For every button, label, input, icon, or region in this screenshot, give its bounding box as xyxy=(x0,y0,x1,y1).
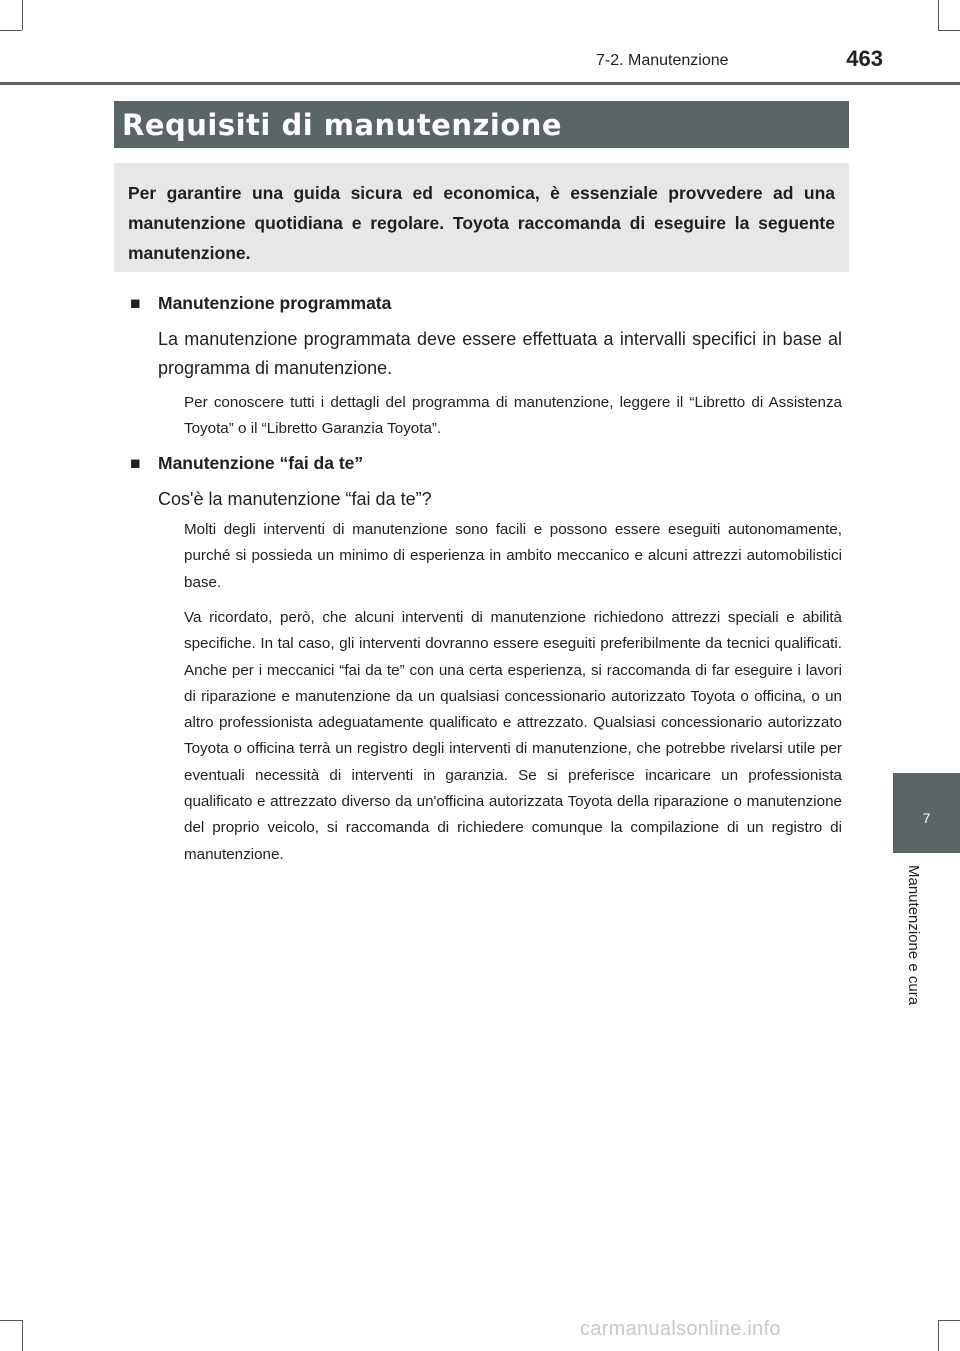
crop-mark xyxy=(938,30,960,31)
watermark: carmanualsonline.info xyxy=(580,1318,781,1340)
square-bullet-icon: ■ xyxy=(130,453,141,473)
section-heading xyxy=(130,453,363,474)
section-lead: Cos'è la manutenzione “fai da te”? xyxy=(158,489,432,509)
section-heading-text: Manutenzione “fai da te” xyxy=(158,453,364,473)
crop-mark xyxy=(0,30,22,31)
crop-mark xyxy=(0,1320,22,1321)
body-paragraph: Molti degli interventi di manutenzione sono facili e possono essere eseguiti autonomamente, purché si possieda un minimo di esperienza in ambito meccanico e alcuni attrezzi automobilistici base. xyxy=(184,521,842,591)
section-lead: La manutenzione programmata deve essere effettuata a intervalli specifici in base al programma di manutenzione. xyxy=(158,329,842,378)
page-number: 463 xyxy=(846,46,883,71)
chapter-tab xyxy=(893,773,960,853)
square-bullet-icon: ■ xyxy=(130,293,141,313)
section-heading xyxy=(130,293,391,314)
chapter-label-text: Manutenzione e cura xyxy=(905,865,922,1006)
crop-mark xyxy=(938,1320,939,1351)
chapter-number: 7 xyxy=(922,810,931,826)
body-paragraph: Per conoscere tutti i dettagli del programma di manutenzione, leggere il “Libretto di Assistenza Toyota” o il “Libretto Garanzia Toyota”. xyxy=(184,394,842,438)
header-rule xyxy=(0,82,960,85)
page-title: Requisiti di manutenzione xyxy=(122,108,563,142)
intro-box xyxy=(114,163,849,272)
crop-mark xyxy=(22,0,23,30)
intro-text: Per garantire una guida sicura ed economica, è essenziale provvedere ad una manutenzione quotidiana e regolare. Toyota raccomanda di eseguire la seguente manutenzione. xyxy=(128,183,835,263)
crop-mark xyxy=(938,1320,960,1321)
chapter-label xyxy=(905,865,932,1035)
header-section: 7-2. Manutenzione xyxy=(596,52,729,69)
crop-mark xyxy=(22,1320,23,1351)
title-bar xyxy=(114,101,849,148)
crop-mark xyxy=(938,0,939,30)
section-heading-text: Manutenzione programmata xyxy=(158,293,392,313)
body-paragraph: Va ricordato, però, che alcuni interventi di manutenzione richiedono attrezzi speciali e abilità specifiche. In tal caso, gli interventi dovranno essere eseguiti preferibilmente da tecnici qualificati. Anche per i meccanici “fai da te” con una certa esperienza, si raccomanda di far eseguire i lavori di riparazione e manutenzione da un qualsiasi concessionario autorizzato Toyota o officina, o un altro professionista adeguatamente qualificato e attrezzato. Qualsiasi concessionario autorizzato Toyota o officina terrà un registro degli interventi di manutenzione, che potrebbe rivelarsi utile per eventuali necessità di interventi in garanzia. Se si preferisce incaricare un professionista qualificato e attrezzato diverso da un'officina autorizzata Toyota della riparazione o manutenzione del proprio veicolo, si raccomanda di richiedere comunque la compilazione di un registro di manutenzione. xyxy=(184,609,842,863)
